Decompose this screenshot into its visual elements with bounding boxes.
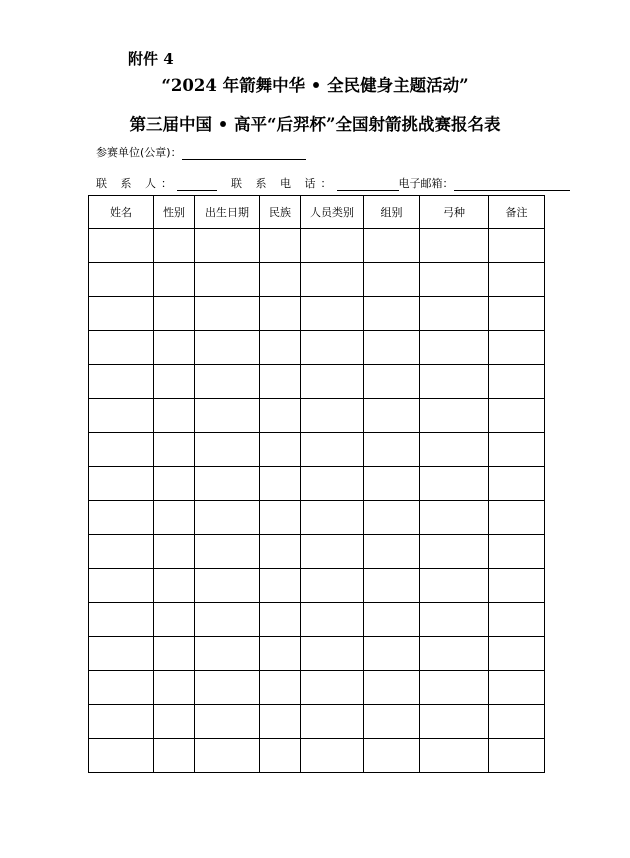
table-cell[interactable]: [420, 229, 489, 263]
table-cell[interactable]: [364, 467, 420, 501]
table-cell[interactable]: [364, 331, 420, 365]
contact-field-row: [96, 175, 570, 191]
contact-person-label: 联 系 人：: [96, 177, 177, 190]
table-cell[interactable]: [195, 535, 260, 569]
table-cell[interactable]: [260, 705, 301, 739]
table-cell[interactable]: [154, 399, 195, 433]
table-cell[interactable]: [364, 535, 420, 569]
table-cell[interactable]: [154, 739, 195, 773]
table-cell[interactable]: [489, 535, 545, 569]
table-cell[interactable]: [420, 739, 489, 773]
table-cell[interactable]: [420, 263, 489, 297]
table-cell[interactable]: [260, 263, 301, 297]
table-cell[interactable]: [364, 229, 420, 263]
table-cell[interactable]: [364, 365, 420, 399]
table-cell[interactable]: [364, 603, 420, 637]
table-cell[interactable]: [89, 263, 154, 297]
table-row: [89, 671, 545, 705]
table-cell[interactable]: [195, 739, 260, 773]
table-cell[interactable]: [89, 331, 154, 365]
contact-person-blank[interactable]: [177, 178, 217, 191]
table-cell[interactable]: [364, 263, 420, 297]
table-cell[interactable]: [260, 637, 301, 671]
column-header-group: 组别: [364, 196, 420, 229]
table-cell[interactable]: [301, 603, 364, 637]
document-title-line-2: 第三届中国 • 高平“后羿杯”全国射箭挑战赛报名表: [129, 115, 501, 134]
table-cell[interactable]: [489, 637, 545, 671]
table-cell[interactable]: [89, 433, 154, 467]
table-cell[interactable]: [420, 467, 489, 501]
email-label: 电子邮箱：: [398, 177, 454, 190]
table-cell[interactable]: [154, 705, 195, 739]
table-cell[interactable]: [301, 501, 364, 535]
table-cell[interactable]: [301, 229, 364, 263]
table-cell[interactable]: [420, 331, 489, 365]
table-cell[interactable]: [420, 501, 489, 535]
table-cell[interactable]: [154, 229, 195, 263]
table-cell[interactable]: [195, 229, 260, 263]
table-cell[interactable]: [260, 399, 301, 433]
table-cell[interactable]: [154, 569, 195, 603]
table-cell[interactable]: [364, 501, 420, 535]
table-cell[interactable]: [489, 229, 545, 263]
table-row: [89, 331, 545, 365]
table-cell[interactable]: [89, 705, 154, 739]
table-cell[interactable]: [195, 433, 260, 467]
table-cell[interactable]: [260, 603, 301, 637]
table-cell[interactable]: [154, 331, 195, 365]
table-cell[interactable]: [301, 297, 364, 331]
table-cell[interactable]: [301, 637, 364, 671]
table-cell[interactable]: [154, 467, 195, 501]
table-header-row: [89, 196, 545, 229]
table-cell[interactable]: [260, 501, 301, 535]
table-row: [89, 433, 545, 467]
table-row: [89, 739, 545, 773]
column-header-gender: 性别: [154, 196, 195, 229]
email-blank[interactable]: [454, 178, 570, 191]
table-cell[interactable]: [195, 501, 260, 535]
table-cell[interactable]: [89, 467, 154, 501]
table-cell[interactable]: [260, 331, 301, 365]
table-cell[interactable]: [195, 365, 260, 399]
table-cell[interactable]: [364, 637, 420, 671]
table-cell[interactable]: [364, 433, 420, 467]
table-cell[interactable]: [195, 399, 260, 433]
column-header-remarks: 备注: [489, 196, 545, 229]
table-cell[interactable]: [489, 331, 545, 365]
table-cell[interactable]: [89, 535, 154, 569]
table-row: [89, 535, 545, 569]
table-cell[interactable]: [154, 263, 195, 297]
table-cell[interactable]: [195, 671, 260, 705]
table-cell[interactable]: [489, 501, 545, 535]
table-cell[interactable]: [154, 603, 195, 637]
table-row: [89, 569, 545, 603]
table-cell[interactable]: [89, 603, 154, 637]
table-cell[interactable]: [195, 637, 260, 671]
table-cell[interactable]: [489, 467, 545, 501]
table-cell[interactable]: [301, 399, 364, 433]
table-cell[interactable]: [89, 229, 154, 263]
table-cell[interactable]: [89, 399, 154, 433]
table-cell[interactable]: [154, 501, 195, 535]
table-cell[interactable]: [89, 637, 154, 671]
table-cell[interactable]: [260, 433, 301, 467]
table-cell[interactable]: [260, 671, 301, 705]
table-cell[interactable]: [260, 365, 301, 399]
table-cell[interactable]: [364, 399, 420, 433]
table-cell[interactable]: [260, 569, 301, 603]
table-body: [89, 229, 545, 773]
table-cell[interactable]: [301, 263, 364, 297]
unit-field-row: [96, 144, 306, 160]
table-cell[interactable]: [154, 433, 195, 467]
table-cell[interactable]: [420, 569, 489, 603]
column-header-ethnicity: 民族: [260, 196, 301, 229]
table-cell[interactable]: [301, 671, 364, 705]
document-title-line-1: “2024 年箭舞中华 • 全民健身主题活动”: [161, 76, 469, 95]
table-cell[interactable]: [489, 739, 545, 773]
table-cell[interactable]: [420, 433, 489, 467]
column-header-birthdate: 出生日期: [195, 196, 260, 229]
table-cell[interactable]: [89, 671, 154, 705]
table-row: [89, 603, 545, 637]
table-row: [89, 705, 545, 739]
table-cell[interactable]: [364, 739, 420, 773]
column-header-name: 姓名: [89, 196, 154, 229]
table-row: [89, 467, 545, 501]
unit-label: 参赛单位(公章)：: [96, 146, 182, 159]
table-cell[interactable]: [420, 297, 489, 331]
table-cell[interactable]: [154, 671, 195, 705]
unit-blank[interactable]: [182, 147, 306, 160]
table-cell[interactable]: [489, 705, 545, 739]
table-cell[interactable]: [489, 433, 545, 467]
column-header-personnel-category: 人员类别: [301, 196, 364, 229]
table-cell[interactable]: [195, 603, 260, 637]
table-cell[interactable]: [195, 331, 260, 365]
table-cell[interactable]: [89, 501, 154, 535]
table-cell[interactable]: [260, 297, 301, 331]
column-header-bow-type: 弓种: [420, 196, 489, 229]
table-cell[interactable]: [154, 297, 195, 331]
table-row: [89, 365, 545, 399]
table-row: [89, 263, 545, 297]
table-cell[interactable]: [364, 569, 420, 603]
table-cell[interactable]: [489, 671, 545, 705]
table-cell[interactable]: [89, 365, 154, 399]
table-cell[interactable]: [364, 297, 420, 331]
table-cell[interactable]: [489, 297, 545, 331]
table-row: [89, 297, 545, 331]
attachment-label: 附件 4: [128, 50, 174, 68]
table-cell[interactable]: [301, 739, 364, 773]
table-cell[interactable]: [301, 433, 364, 467]
table-cell[interactable]: [260, 535, 301, 569]
table-cell[interactable]: [301, 467, 364, 501]
table-cell[interactable]: [89, 569, 154, 603]
table-cell[interactable]: [489, 365, 545, 399]
table-row: [89, 229, 545, 263]
table-cell[interactable]: [154, 637, 195, 671]
table-cell[interactable]: [489, 399, 545, 433]
table-cell[interactable]: [301, 569, 364, 603]
table-cell[interactable]: [489, 603, 545, 637]
table-cell[interactable]: [260, 467, 301, 501]
table-cell[interactable]: [89, 297, 154, 331]
table-cell[interactable]: [301, 705, 364, 739]
table-cell[interactable]: [420, 603, 489, 637]
table-cell[interactable]: [420, 705, 489, 739]
table-row: [89, 399, 545, 433]
registration-table: [88, 195, 545, 773]
table-cell[interactable]: [364, 705, 420, 739]
table-cell[interactable]: [301, 365, 364, 399]
table-cell[interactable]: [301, 331, 364, 365]
table-cell[interactable]: [195, 705, 260, 739]
table-cell[interactable]: [260, 229, 301, 263]
table-cell[interactable]: [489, 569, 545, 603]
table-row: [89, 501, 545, 535]
table-row: [89, 637, 545, 671]
table-cell[interactable]: [195, 467, 260, 501]
phone-blank[interactable]: [337, 178, 399, 191]
table-cell[interactable]: [420, 365, 489, 399]
table-cell[interactable]: [260, 739, 301, 773]
table-cell[interactable]: [195, 263, 260, 297]
table-cell[interactable]: [154, 365, 195, 399]
table-cell[interactable]: [195, 569, 260, 603]
table-cell[interactable]: [195, 297, 260, 331]
phone-label: 联 系 电 话：: [231, 177, 337, 190]
table-cell[interactable]: [364, 671, 420, 705]
table-cell[interactable]: [301, 535, 364, 569]
table-cell[interactable]: [420, 637, 489, 671]
table-cell[interactable]: [89, 739, 154, 773]
table-cell[interactable]: [420, 671, 489, 705]
table-cell[interactable]: [154, 535, 195, 569]
table-cell[interactable]: [420, 535, 489, 569]
table-cell[interactable]: [489, 263, 545, 297]
table-cell[interactable]: [420, 399, 489, 433]
